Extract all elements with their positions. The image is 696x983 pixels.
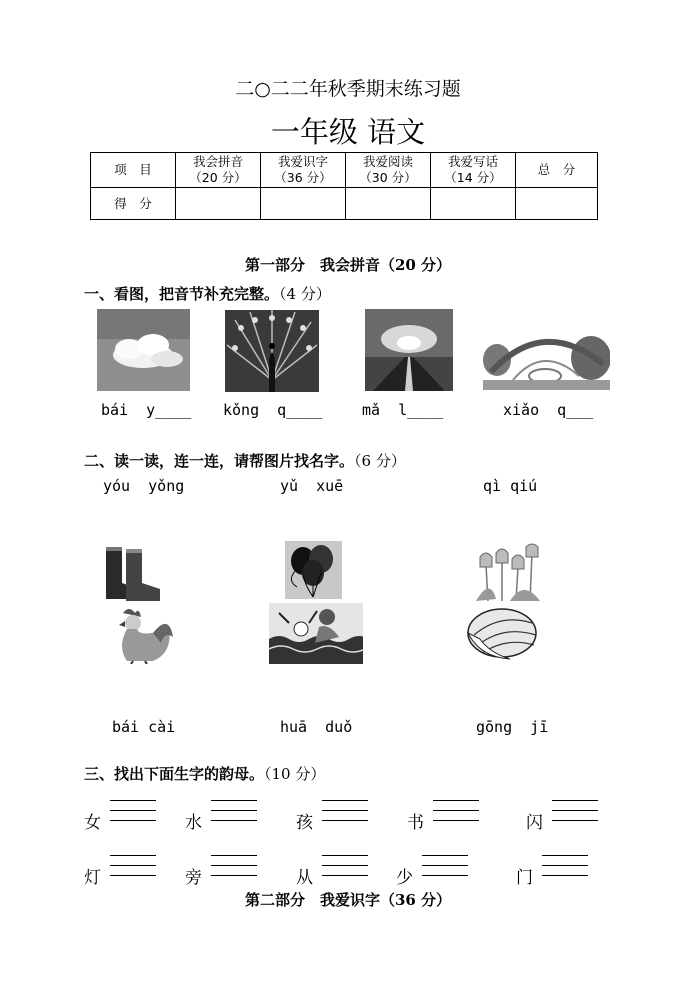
score-cell[interactable] (431, 188, 516, 220)
q3-char: 书 (407, 813, 424, 833)
score-table-score-row (91, 188, 598, 220)
col-xiehua (431, 153, 516, 188)
q2-word-rainboots: yǔ xuē (280, 477, 344, 495)
exam-subtitle: 一年级 语文 (270, 115, 426, 149)
col-yuedu (346, 153, 431, 188)
score-cell[interactable] (261, 188, 346, 220)
rooster-picture-icon (103, 603, 175, 664)
q3-points: （10 分） (264, 765, 326, 783)
answer-lines[interactable] (552, 800, 598, 830)
answer-lines[interactable] (110, 855, 156, 885)
score-cell[interactable] (516, 188, 598, 220)
part2-title: 第二部分 我爱识字（36 分） (244, 891, 452, 909)
q3-char: 灯 (84, 868, 101, 888)
q1-title (84, 283, 331, 304)
swimming-picture-icon (269, 603, 363, 664)
q3-char: 女 (84, 813, 101, 833)
q1-pinyin-4: xiǎo q___ (503, 401, 594, 419)
score-cell[interactable] (176, 188, 261, 220)
col-points: （36 分） (274, 170, 332, 185)
q2-word-flower: huā duǒ (280, 718, 353, 736)
q2-points: （6 分） (354, 452, 406, 470)
q1-points: （4 分） (279, 285, 331, 303)
peacock-picture-icon (225, 310, 319, 392)
answer-lines[interactable] (422, 855, 468, 885)
q3-char: 旁 (185, 868, 202, 888)
q3-char: 闪 (526, 813, 543, 833)
answer-lines[interactable] (542, 855, 588, 885)
col-pinyin (176, 153, 261, 188)
answer-lines[interactable] (211, 800, 257, 830)
q3-char: 从 (296, 868, 313, 888)
q1-pinyin-2: kǒng q____ (223, 401, 323, 419)
col-points: （30 分） (359, 170, 417, 185)
part1-title: 第一部分 我会拼音（20 分） (244, 256, 452, 274)
col-name: 我爱阅读 (362, 154, 413, 169)
q1-pinyin-3: mǎ l____ (362, 401, 444, 419)
answer-lines[interactable] (110, 800, 156, 830)
row-label-score: 得 分 (91, 188, 176, 220)
cloud-picture-icon (97, 309, 190, 391)
boots-picture-icon (100, 543, 164, 603)
tulips-picture-icon (474, 543, 544, 601)
cabbage-picture-icon (460, 603, 544, 664)
q2-word-swim: yóu yǒng (103, 477, 185, 495)
q1-pinyin-1: bái y____ (101, 401, 192, 419)
row-label-item: 项 目 (91, 153, 176, 188)
q3-title-text: 三、找出下面生字的韵母。 (84, 765, 265, 783)
bridge-picture-icon (483, 320, 610, 390)
score-table (90, 152, 598, 220)
q2-title-text: 二、读一读，连一连，请帮图片找名字。 (84, 452, 355, 470)
road-picture-icon (365, 309, 453, 391)
q3-title (84, 763, 325, 784)
q2-word-balloon: qì qiú (483, 477, 538, 495)
q3-char: 孩 (296, 813, 313, 833)
col-total: 总 分 (516, 153, 598, 188)
q3-char: 少 (396, 868, 413, 888)
q3-char: 门 (516, 868, 533, 888)
col-points: （20 分） (189, 170, 247, 185)
score-cell[interactable] (346, 188, 431, 220)
q2-title (84, 450, 406, 471)
answer-lines[interactable] (322, 855, 368, 885)
answer-lines[interactable] (433, 800, 479, 830)
q2-word-rooster: gōng jī (476, 718, 549, 736)
answer-lines[interactable] (211, 855, 257, 885)
answer-lines[interactable] (322, 800, 368, 830)
col-shizi (261, 153, 346, 188)
col-name: 我爱写话 (447, 154, 498, 169)
balloons-picture-icon (285, 541, 342, 599)
col-points: （14 分） (444, 170, 502, 185)
exam-title: 二○二二年秋季期末练习题 (235, 78, 461, 100)
score-table-header-row (91, 153, 598, 188)
q2-word-cabbage: bái cài (112, 718, 176, 736)
q3-char: 水 (185, 813, 202, 833)
q1-title-text: 一、看图，把音节补充完整。 (84, 285, 280, 303)
col-name: 我爱识字 (277, 154, 328, 169)
col-name: 我会拼音 (192, 154, 243, 169)
